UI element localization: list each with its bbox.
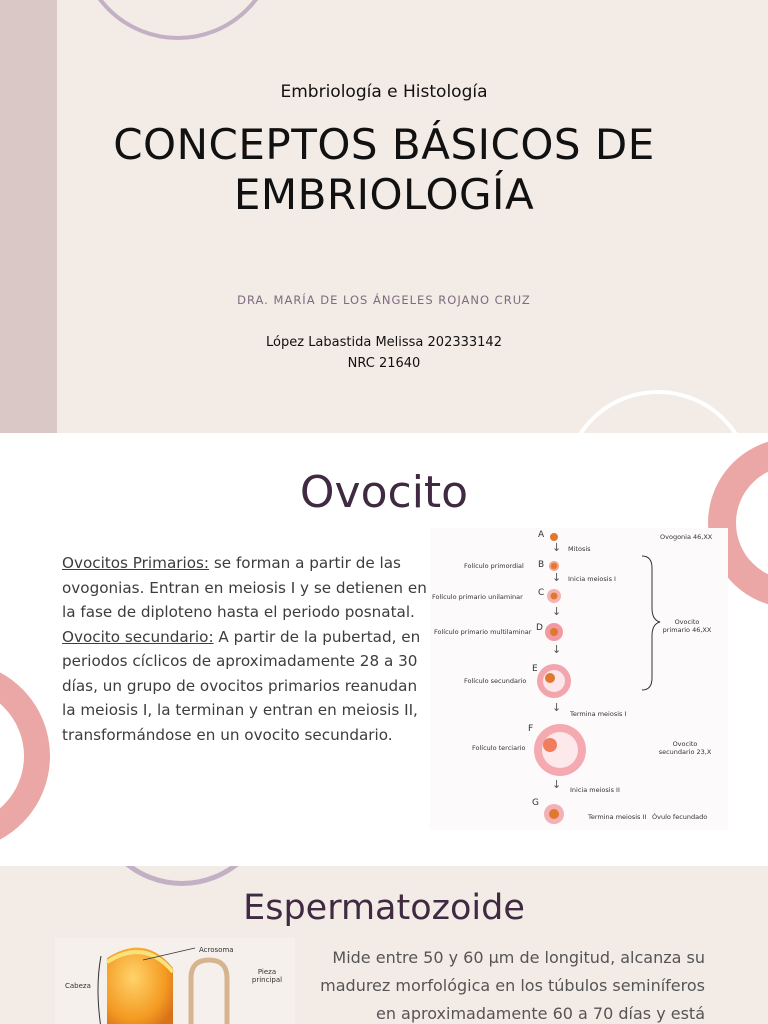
- arrow-down-icon: ↓: [552, 778, 562, 791]
- diagram-label: Mitosis: [568, 545, 591, 553]
- stage-letter: B: [538, 560, 545, 570]
- arrow-down-icon: ↓: [552, 541, 562, 554]
- teacher-name: DRA. MARÍA DE LOS ÁNGELES ROJANO CRUZ: [237, 293, 531, 307]
- arrow-down-icon: ↓: [552, 605, 562, 618]
- title-slide: [0, 0, 768, 433]
- secondary-oocyte-label: Ovocito secundario:: [62, 627, 214, 646]
- figure-label: Acrosoma: [199, 946, 234, 954]
- stage-letter: G: [532, 798, 539, 808]
- decorative-ring: [0, 661, 50, 851]
- secondary-oocyte-text: A partir de la pubertad, en periodos cíclicos de aproximadamente 28 a 30 días, un grupo de ovocitos primarios reanudan la meiosis I, la terminan y entran en meiosis II, transformándose en un ovocito secundario.: [62, 627, 421, 744]
- diagram-label: Ovogonia 46,XX: [660, 533, 713, 541]
- decorative-ring: [78, 0, 278, 40]
- sperm-illustration: [55, 938, 295, 1024]
- left-accent-bar: [0, 0, 57, 433]
- diagram-label: Inicia meiosis II: [570, 786, 620, 794]
- diagram-label: Folículo primario unilaminar: [432, 593, 523, 601]
- primary-oocyte-text: se forman a partir de las ovogonias. Entran en meiosis I y se detienen en la fase de diploteno hasta el periodo posnatal.: [62, 554, 427, 621]
- diagram-label: Folículo primordial: [464, 562, 524, 570]
- primary-oocyte-label: Ovocitos Primarios:: [62, 554, 210, 572]
- diagram-label: Termina meiosis II: [588, 813, 647, 821]
- ovocito-slide: [0, 433, 768, 866]
- diagram-label: Folículo terciario: [472, 744, 526, 752]
- stage-letter: E: [532, 664, 538, 674]
- diagram-label: Folículo secundario: [464, 677, 527, 685]
- slide-body-text: [62, 551, 434, 747]
- arrow-down-icon: ↓: [552, 701, 562, 714]
- decorative-ring: [92, 866, 272, 886]
- decorative-ring: [563, 390, 753, 433]
- stage-letter: F: [528, 724, 534, 734]
- diagram-label: Inicia meiosis I: [568, 575, 616, 583]
- diagram-label: Termina meiosis I: [570, 710, 627, 718]
- figure-label: Pieza principal: [251, 968, 283, 984]
- presentation-title: [57, 120, 711, 220]
- figure-label: Cabeza: [65, 982, 91, 990]
- title-line-2: EMBRIOLOGÍA: [233, 170, 535, 219]
- oogenesis-diagram: [430, 528, 728, 830]
- espermatozoide-slide: [0, 866, 768, 1024]
- arrow-down-icon: ↓: [552, 571, 562, 584]
- stage-letter: D: [536, 623, 543, 633]
- diagram-label: Folículo primario multilaminar: [434, 628, 532, 636]
- arrow-down-icon: ↓: [552, 643, 562, 656]
- student-info: [57, 332, 711, 374]
- diagram-label: Ovocito secundario 23,X: [658, 740, 712, 756]
- stage-letter: A: [538, 530, 545, 540]
- stage-letter: C: [538, 588, 545, 598]
- course-name: Embriología e Histología: [280, 82, 488, 102]
- slide-heading: Ovocito: [299, 467, 469, 518]
- student-name: López Labastida Melissa 202333142: [266, 335, 502, 350]
- title-line-1: CONCEPTOS BÁSICOS DE: [113, 120, 655, 169]
- diagram-label: Ovocito primario 46,XX: [662, 618, 712, 634]
- diagram-label: Óvulo fecundado: [652, 813, 708, 821]
- nrc-code: NRC 21640: [347, 356, 421, 371]
- slide-body-text: Mide entre 50 y 60 µm de longitud, alcanza su madurez morfológica en los túbulos seminíferos en aproximadamente 60 a 70 días y está: [320, 948, 705, 1023]
- slide-heading: Espermatozoide: [243, 888, 525, 928]
